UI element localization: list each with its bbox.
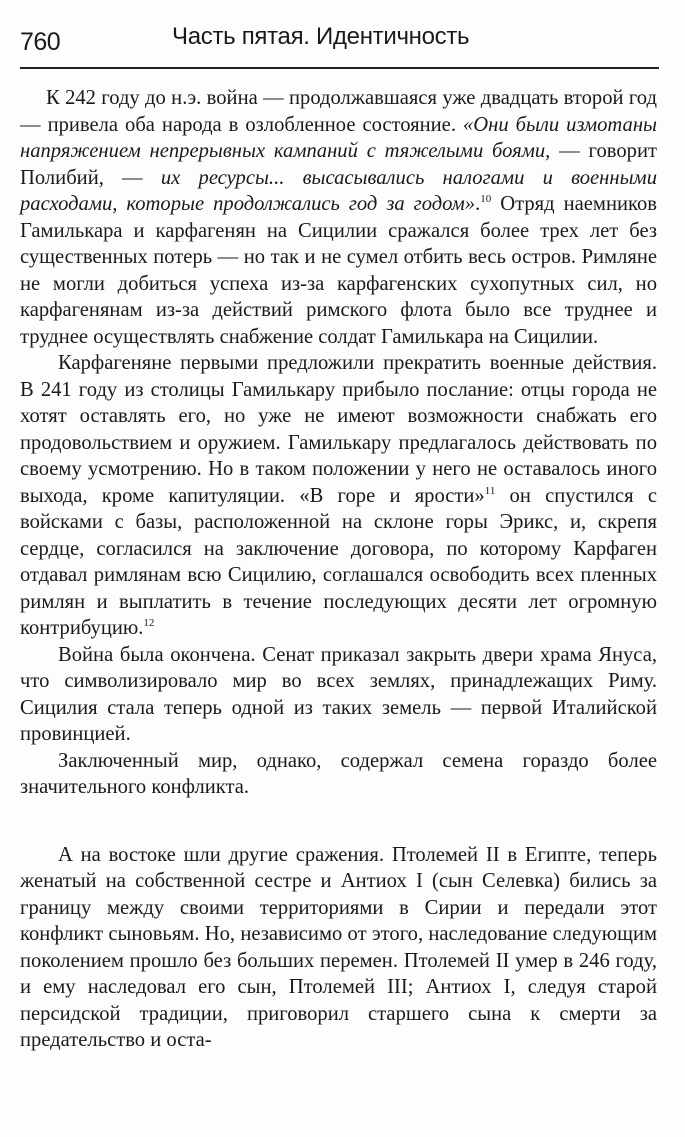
footnote-ref[interactable]: 12 [143,617,155,629]
paragraph-2 [20,350,657,642]
paragraph-5: А на востоке шли другие сражения. Птолемей II в Египте, теперь женатый на собственной сестре и Антиох I (сын Селевка) бились за границу между своими территориями в Сирии и передали этот конфликт сыновьям. Но, независимо от этого, наследование следующим поколением прошло без больших перемен. Птолемей II умер в 246 году, и ему наследовал его сын, Птолемей III; Антиох I, следуя старой персидской традиции, приговорил старшего сына к смерти за предательство и оста- [20,843,657,1051]
paragraph-4: Заключенный мир, однако, содержал семена гораздо более значительного конфликта. [20,749,657,798]
text-run: он спустился с войсками с базы, расположенной на склоне горы Эрикс, и, скрепя сердце, согласился на заключение договора, по которому Карфаген отдавал римлянам всю Сицилию, соглашался освободить всех пленных римлян и выплатить в течение последующих десяти лет огромную контрибуцию. [20,484,657,639]
paragraph-3: Война была окончена. Сенат приказал закрыть двери храма Януса, что символизировало мир во всех землях, принадлежащих Риму. Сицилия стала теперь одной из таких земель — первой Италийской провинцией. [20,643,657,745]
text-run: . [475,193,481,215]
footnote-ref[interactable]: 10 [480,193,492,205]
page-header [20,18,660,66]
text-run: Отряд наемников Гамилькара и карфагенян на Сицилии сражался более трех лет без существенных потерь — но так и не сумел отбить весь остров. Римляне не могли добиться успеха из-за карфагенских сухопутных сил, но карфагенянам из-за действий римского флота было все труднее и труднее осуществлять снабжение солдат Гамилькара на Сицилии. [20,193,657,348]
footnote-ref[interactable]: 11 [484,484,496,497]
text-run: — говорит Полибий, — [20,140,657,189]
running-head: Часть пятая. Идентичность [172,23,470,50]
header-rule [20,67,659,69]
paragraph-1 [20,85,657,350]
text-run: К 242 году до н.э. война — продолжавшаяся уже двадцать второй год — привела оба народа в озлобленное состояние. [20,87,657,136]
text-run: Карфагеняне первыми предложили прекратить военные действия. В 241 году из столицы Гамилькару прибыло послание: отцы города не хотят оставлять его, но уже не имеют возможности снабжать его продовольствием и оружием. Гамилькару предлагалось действовать по своему усмотрению. Но в таком положении у него не оставалось иного выхода, кроме капитуляции. «В горе и ярости» [20,352,657,507]
quote-run: их ресурсы... высасывались налогами и военными расходами, которые продолжались год за годом» [20,166,657,215]
page-number: 760 [20,28,61,56]
body-text [20,85,657,1054]
quote-run: «Они были измотаны напряжением непрерывных кампаний с тяжелыми боями, [20,113,657,162]
